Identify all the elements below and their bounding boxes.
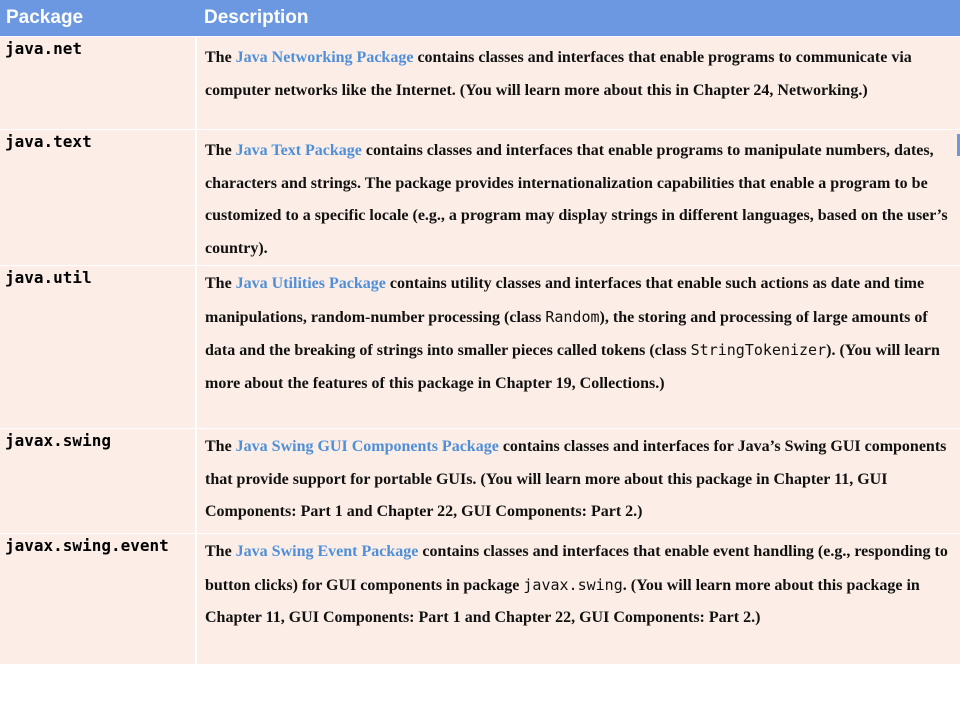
package-name: javax.swing: [5, 431, 111, 450]
package-column-header: Package: [0, 0, 196, 37]
package-cell: [0, 534, 196, 665]
header-row: [0, 0, 960, 37]
package-title-link: Java Utilities Package: [235, 275, 386, 292]
package-name: java.text: [5, 132, 92, 151]
description-text: The Java Swing GUI Components Package contains classes and interfaces for Java’s Swing GUI components that provide support for portable GUIs. (You will learn more about this package in Chapter 11, GUI Components: Part 1 and Chapter 22, GUI Components: Part 2.): [205, 438, 947, 520]
table-row: [0, 130, 960, 266]
package-cell: [0, 37, 196, 130]
package-name: java.net: [5, 39, 83, 58]
description-cell: [196, 266, 960, 429]
table-row: [0, 429, 960, 534]
description-cell: [196, 429, 960, 534]
description-cell: [196, 534, 960, 665]
package-name: java.util: [5, 268, 92, 287]
package-title-link: Java Networking Package: [235, 49, 414, 66]
package-name: javax.swing.event: [5, 536, 169, 555]
table-row: [0, 266, 960, 429]
table-row: [0, 534, 960, 665]
package-cell: [0, 429, 196, 534]
description-text: The Java Utilities Package contains utility classes and interfaces that enable such actions as date and time manipulations, random-number processing (class Random), the storing and processing of large amounts of data and the breaking of strings into smaller pieces called tokens (class StringTokenizer). (You will learn more about the features of this package in Chapter 19, Collections.): [205, 275, 940, 392]
package-name-code: javax.swing: [523, 575, 623, 594]
description-text: The Java Swing Event Package contains classes and interfaces that enable event handling (e.g., responding to button clicks) for GUI components in package javax.swing. (You will learn more about this package in Chapter 11, GUI Components: Part 1 and Chapter 22, GUI Components: Part 2.): [205, 543, 948, 626]
description-column-header: Description: [196, 0, 960, 37]
description-text: The Java Networking Package contains classes and interfaces that enable programs to communicate via computer networks like the Internet. (You will learn more about this in Chapter 24, Networking.): [205, 49, 912, 99]
package-title-link: Java Swing GUI Components Package: [235, 438, 499, 455]
class-name-code: StringTokenizer: [690, 341, 827, 359]
package-title-link: Java Text Package: [235, 142, 362, 159]
table-row: [0, 37, 960, 130]
class-name-code: Random: [545, 307, 600, 326]
package-title-link: Java Swing Event Package: [235, 543, 419, 560]
package-cell: [0, 130, 196, 266]
description-text: The Java Text Package contains classes and interfaces that enable programs to manipulate numbers, dates, characters and strings. The package provides internationalization capabilities that enable a program to be customized to a specific locale (e.g., a program may display strings in different languages, based on the user’s country).: [205, 142, 948, 257]
description-cell: [196, 37, 960, 130]
package-cell: [0, 266, 196, 429]
description-cell: [196, 130, 960, 266]
